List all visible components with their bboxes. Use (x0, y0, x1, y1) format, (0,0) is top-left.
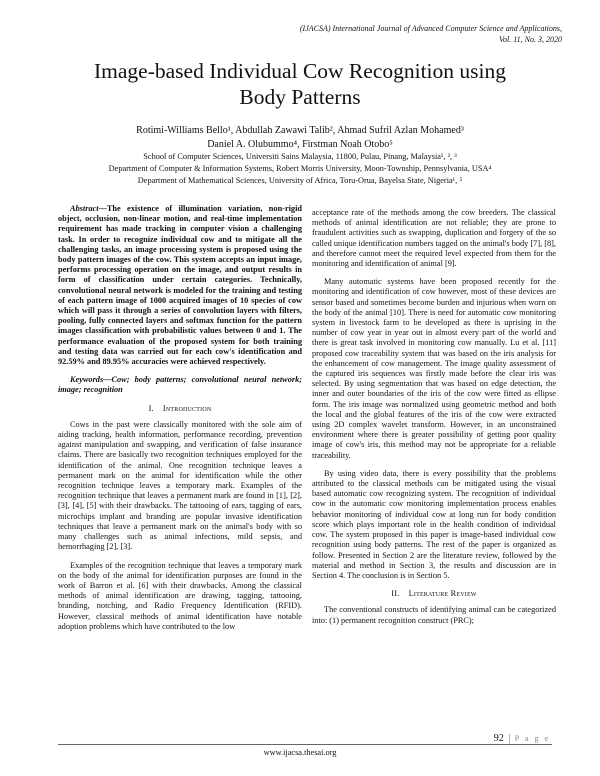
journal-url: www.ijacsa.thesai.org (263, 748, 337, 757)
page-number (494, 733, 550, 744)
section-number: II. (391, 589, 400, 599)
left-column (58, 204, 302, 640)
paragraph: By using video data, there is every possibility that the problems attributed to the classical methods can be mitigated using the visual based automatic cow recognizing system. The recognition of individual cow in the automatic cow monitoring implementation process enables behavior monitoring of individual cow at long run for body condition score which plays important role in the health condition of individual cow. The system proposed in this paper is image-based individual cow recognition using body patterns. The rest of the paper is organized as follow. Presented in Section 2 are the literature review, followed by the material and method in Section 3, the results and discussion are in Section 4. The conclusion is in Section 5. (312, 468, 556, 580)
affiliations (30, 151, 570, 187)
journal-line-2: Vol. 11, No. 3, 2020 (499, 35, 562, 44)
section-heading-introduction (58, 404, 302, 414)
right-column (312, 208, 556, 634)
section-heading-literature-review (312, 589, 556, 599)
journal-header (300, 23, 562, 45)
paper-title (40, 58, 560, 110)
keywords: Keywords—Cow; body patterns; convolutional neural network; image; recognition (58, 375, 302, 395)
abstract (58, 204, 302, 367)
page-number-value: 92 (493, 733, 504, 744)
authors-line-1: Rotimi-Williams Bello¹, Abdullah Zawawi Talib², Ahmad Sufril Azlan Mohamed³ (136, 125, 464, 136)
page-separator: | (508, 733, 511, 744)
paragraph: Cows in the past were classically monitored with the sole aim of aiding tracking, health information, performance recording, prevention against manipulation and swapping, and verification of false insurance claims. There are basically two recognition techniques employed for the identification of the animal. One recognition technique leaves a permanent mark on the animal for identification while the other recognition technique leaves a temporary mark. Examples of the recognition technique that leaves a permanent mark are found in [1], [2], [3], [4], [5] with their drawbacks. The tattooing of ears, tagging of ears, microchips implant and branding are popular invasive identification techniques that leave a permanent mark on the animal's body with so many challenges such as animal infections, mild sepsis, and hemorrhaging [2], [3]. (58, 419, 302, 552)
title-line-2: Body Patterns (239, 85, 361, 109)
affiliation-line-1: School of Computer Sciences, Universiti Sains Malaysia, 11800, Pulau, Pinang, Malaysia¹, ², ³ (143, 152, 457, 161)
page-word: P a g e (514, 734, 550, 743)
title-line-1: Image-based Individual Cow Recognition using (93, 59, 506, 83)
section-title: Introduction (162, 403, 212, 413)
abstract-text: The existence of illumination variation, non-rigid object, occlusion, non-linear motion, and real-time implementation requirement has made tracking in computer vision a challenging task. In order to recognize individual cow and to mitigate all the challenging tasks, an image processing system is proposed using the body pattern images of the cow. This system accepts an input image, performs processing operation on the image, and output results in form of classification under certain categories. Technically, convolutional neural network is modeled for the training and testing of each pattern image of 1000 acquired images of 10 species of cow which will pass it through a series of convolution layers with filters, pooling, fully connected layers and softmax function for the pattern images classification with probabilistic values between 0 and 1. The performance evaluation of the proposed system for both training and testing data was carried out for each cow's identification and 92.59% and 89.95% accuracies were achieved respectively. (58, 204, 302, 367)
section-number: I. (148, 403, 154, 413)
affiliation-line-3: Department of Mathematical Sciences, University of Africa, Toru-Orua, Bayelsa State, Nigeria¹, ⁵ (137, 176, 463, 185)
journal-line-1: (IJACSA) International Journal of Advanced Computer Science and Applications, (299, 24, 562, 33)
authors-line-2: Daniel A. Olubummo⁴, Firstman Noah Otobo⁵ (207, 138, 393, 150)
section-title: Literature Review (408, 589, 477, 599)
footer-divider (58, 744, 552, 745)
paragraph: acceptance rate of the methods among the cow breeders. The classical methods of animal identification are not reliable; they are prone to fraudulent activities such as swapping, duplication and forgery of the so called unique identification numbers tagged on the animal's body [7], [8], and therefore cannot meet the required level expected from them for the monitoring and identification of animal [9]. (312, 208, 556, 269)
abstract-label: Abstract— (70, 204, 107, 213)
affiliation-line-2: Department of Computer & Information Systems, Robert Morris University, Moon-Township, Pennsylvania, USA⁴ (108, 164, 492, 173)
author-list (30, 124, 570, 151)
paragraph: The conventional constructs of identifying animal can be categorized into: (1) permanent recognition construct (PRC); (312, 605, 556, 625)
paragraph: Examples of the recognition technique that leaves a temporary mark on the body of the animal for identification purposes are found in the work of Barron et al. [6] with their drawbacks. Among the classical methods of animal identification are drawing, tagging, tattooing, branding, notching, and Radio Frequency Identification (RFID). However, classical methods of animal identification have notable adoption problems which have contributed to the low (58, 560, 302, 631)
paragraph: Many automatic systems have been proposed recently for the monitoring and identification of cow however, most of these devices are sensor based and sometimes become burden and injurious when worn on the body of the animal [10]. There is need for automatic cow monitoring system in livestock farm to be developed as there is uprising in the number of cow year in year out in almost every part of the world and there is great task involved in monitoring cow manually. Lu et al. [11] proposed cow traceability system that was based on the iris analysis for the enhancement of cow management. The image quality assessment of the captured iris sequences was firstly made before the clear iris was selected. By using segmentation that was based on edge detection, the inner and outer boundaries of the iris of the cow were fitted as ellipse form. The iris image was normalized using geometric method and both the local and the global features of the iris of the cow were extracted using 2D complex wavelet transform. However, in an unconstrained environment where there is greater possibility of getting poor quality image of cow's iris, this method may not be appropriate for a reliable traceability. (312, 277, 556, 460)
